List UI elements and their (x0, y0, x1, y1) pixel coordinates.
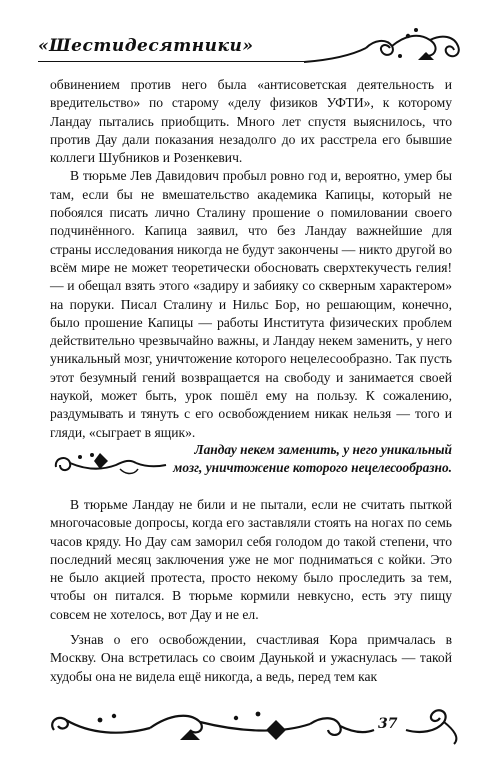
running-header-title: «Шестидесятники» (38, 36, 254, 56)
main-text-top (50, 76, 452, 442)
header-rule (38, 61, 308, 62)
page-number: 37 (378, 716, 398, 732)
paragraph: В тюрьме Ландау не били и не пытали, если не считать пыткой многочасовые допросы, когда его заставляли стоять на ногах по семь часов кряду. Но Дау сам заморил себя голодом до такой степени, что последний месяц заключения уже не мог подниматься с койки. Это не было акцией протеста, просто некому было проследить за тем, чтобы он питался. В тюрьме кормили невкусно, есть эту пищу совсем не хотелось, вот Дау и не ел. (50, 497, 452, 622)
quote-ornament-icon (50, 449, 168, 477)
header-ornament-icon (300, 26, 468, 66)
running-header (38, 26, 468, 66)
page-footer (40, 700, 470, 750)
paragraph: Узнав о его освобождении, счастливая Кора примчалась в Москву. Она встретилась со своим Даунькой и ужаснулась — такой худобы она не видела ещё никогда, а ведь, перед тем как (50, 632, 452, 684)
paragraph: В тюрьме Лев Давидович пробыл ровно год и, вероятно, умер бы там, если бы не вмешательство академика Капицы, который не побоялся писать лично Сталину прошение о помиловании своего подчинённого. Капица заявил, что без Ландау важнейшие для страны исследования никогда не будут закончены — никто другой во всём мире не может теоретически обосновать сверхтекучесть гелия! — и обещал взять этого «задиру и забияку со скверным характером» на поруки. Писал Сталину и Нильс Бор, но решающим, конечно, было прошение Капицы — работы Института физических проблем действительно чрезвычайно важны, и Ландау некем заменить, у него уникальный мозг, уничтожение которого нецелесообразно. Так пусть этот безумный гений возвращается на свободу и занимается своей наукой, может быть, урок пошёл ему на пользу. К сожалению, раздумывать и тянуть с его освобождением никак нельзя — того и гляди, «сыграет в ящик». (50, 168, 452, 440)
footer-ornament-icon (40, 700, 470, 750)
pull-quote-text: Ландау некем заменить, у него уникальный мозг, уничтожение которого нецелесообразно. (173, 442, 452, 475)
pull-quote-block (50, 441, 452, 485)
main-text-bottom (50, 496, 452, 693)
paragraph: обвинением против него была «антисоветская деятельность и вредительство» по старому «делу физиков УФТИ», к которому Ландау пытались приобщить. Много лет спустя выяснилось, что против Дау дали показания незадолго до их расстрела его бывшие коллеги Шубников и Розенкевич. (50, 77, 452, 166)
